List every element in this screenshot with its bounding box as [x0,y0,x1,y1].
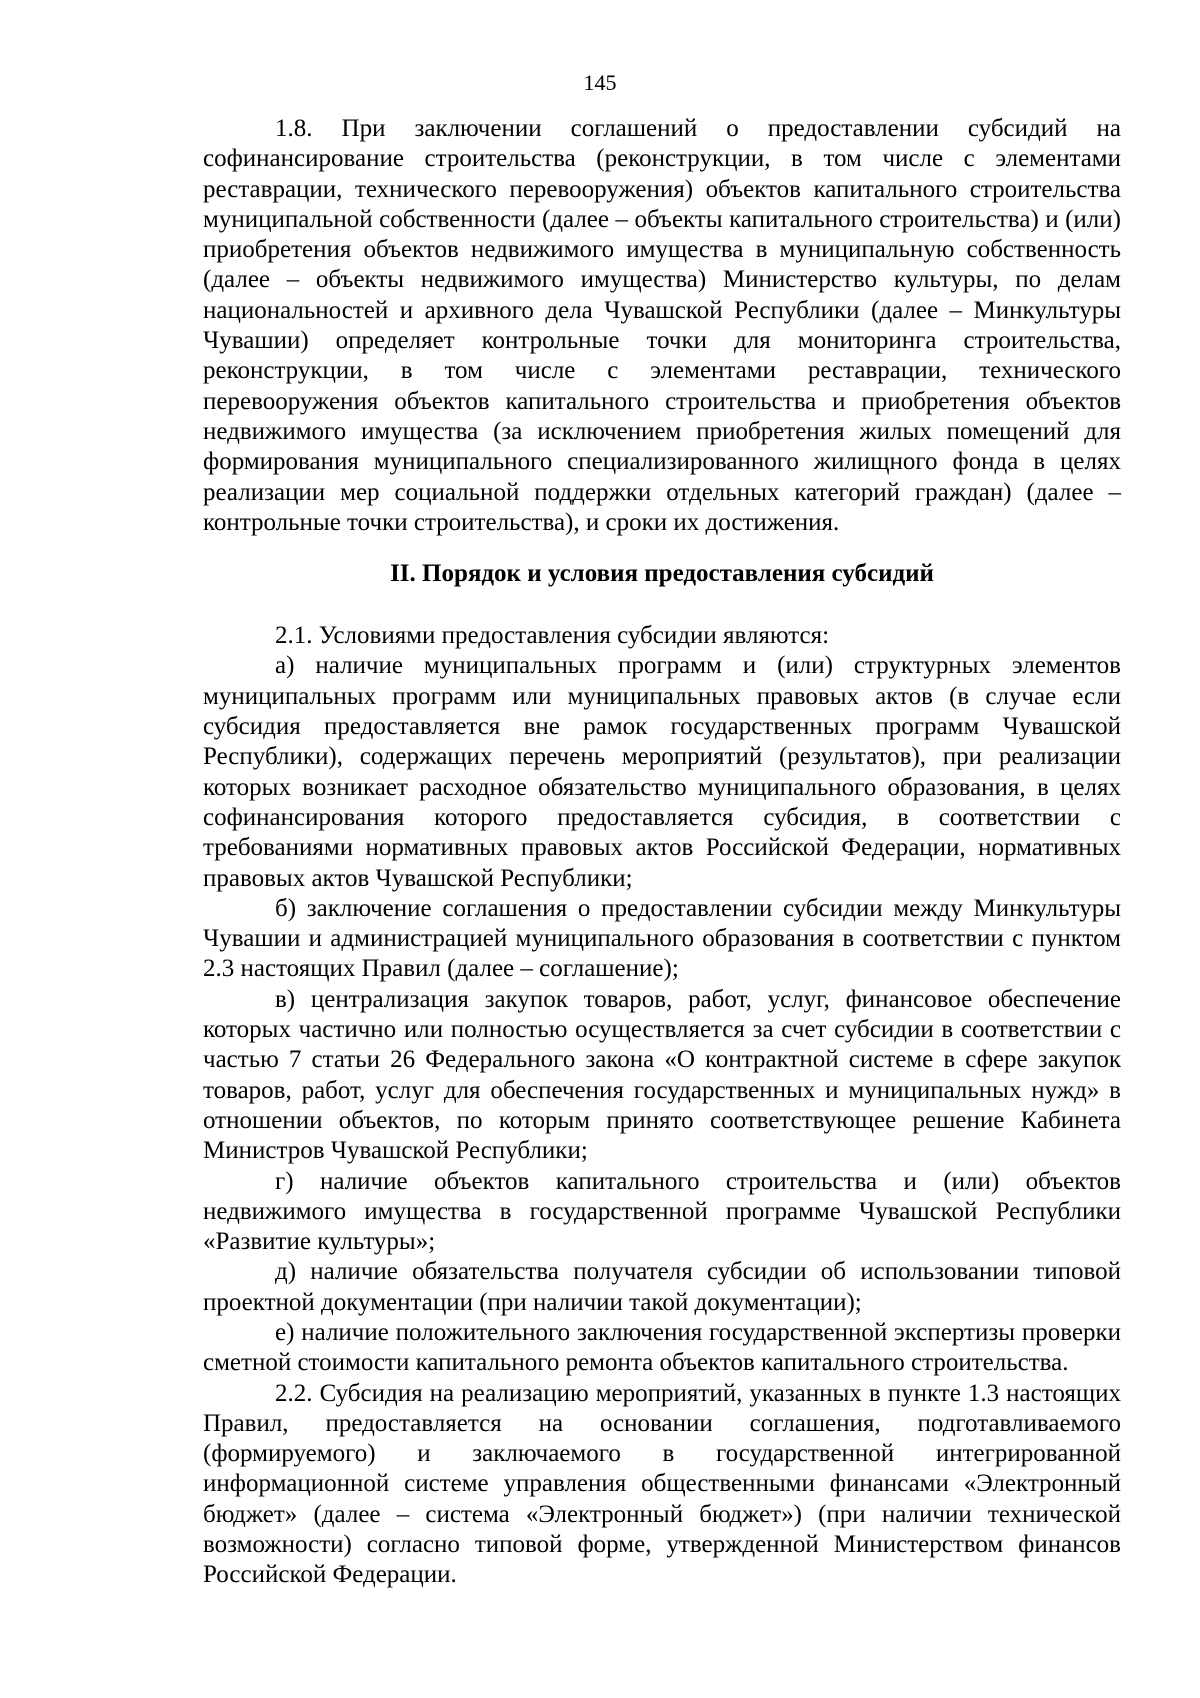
list-item-v: в) централизация закупок товаров, работ, услуг, финансовое обеспечение которых частично или полностью осуществляется за счет субсидии в соответствии с частью 7 статьи 26 Федерального закона «О контрактной системе в сфере закупок товаров, работ, услуг для обеспечения государственных и муниципальных нужд» в отношении объектов, по которым принято соответствующее решение Кабинета Министров Чувашской Республики; [203,985,1121,1165]
paragraph-2-1: 2.1. Условиями предоставления субсидии являются: [275,622,830,650]
document-body [203,114,1121,1591]
paragraph-2-2: 2.2. Субсидия на реализацию мероприятий, указанных в пункте 1.3 настоящих Правил, предоставляется на основании соглашения, подготавливаемого (формируемого) и заключаемого в государственной интегрированной информационной системе управления общественными финансами «Электронный бюджет» (далее – система «Электронный бюджет») (при наличии технической возможности) согласно типовой форме, утвержденной Министерством финансов Российской Федерации. [203,1379,1121,1589]
list-item-d: д) наличие обязательства получателя субсидии об использовании типовой проектной документации (при наличии такой документации); [203,1258,1121,1316]
list-item-g: г) наличие объектов капитального строительства и (или) объектов недвижимого имущества в государственной программе Чувашской Республики «Развитие культуры»; [203,1167,1121,1256]
paragraph-1-8: 1.8. При заключении соглашений о предоставлении субсидий на софинансирование строительства (реконструкции, в том числе с элементами реставрации, технического перевооружения) объектов капитального строительства муниципальной собственности (далее – объекты капитального строительства) и (или) приобретения объектов недвижимого имущества в муниципальную собственность (далее – объекты недвижимого имущества) Министерство культуры, по делам национальностей и архивного дела Чувашской Республики (далее – Минкультуры Чувашии) определяет контрольные точки для мониторинга строительства, реконструкции, в том числе с элементами реставрации, технического перевооружения объектов капитального строительства и приобретения объектов недвижимого имущества (за исключением приобретения жилых помещений для формирования муниципального специализированного жилищного фонда в целях реализации мер социальной поддержки отдельных категорий граждан) (далее – контрольные точки строительства), и сроки их достижения. [203,115,1121,536]
list-item-a: а) наличие муниципальных программ и (или) структурных элементов муниципальных программ или муниципальных правовых актов (в случае если субсидия предоставляется вне рамок государственных программ Чувашской Республики), содержащих перечень мероприятий (результатов), при реализации которых возникает расходное обязательство муниципального образования, в целях софинансирования которого предоставляется субсидия, в соответствии с требованиями нормативных правовых актов Российской Федерации, нормативных правовых актов Чувашской Республики; [203,652,1121,892]
section-heading: II. Порядок и условия предоставления субсидий [390,560,934,588]
list-item-e: е) наличие положительного заключения государственной экспертизы проверки сметной стоимости капитального ремонта объектов капитального строительства. [203,1318,1121,1377]
section-2-body [203,621,1121,1591]
list-item-b: б) заключение соглашения о предоставлении субсидии между Минкультуры Чувашии и администрацией муниципального образования в соответствии с пунктом 2.3 настоящих Правил (далее – соглашение); [203,894,1121,983]
page-number: 145 [583,70,617,95]
